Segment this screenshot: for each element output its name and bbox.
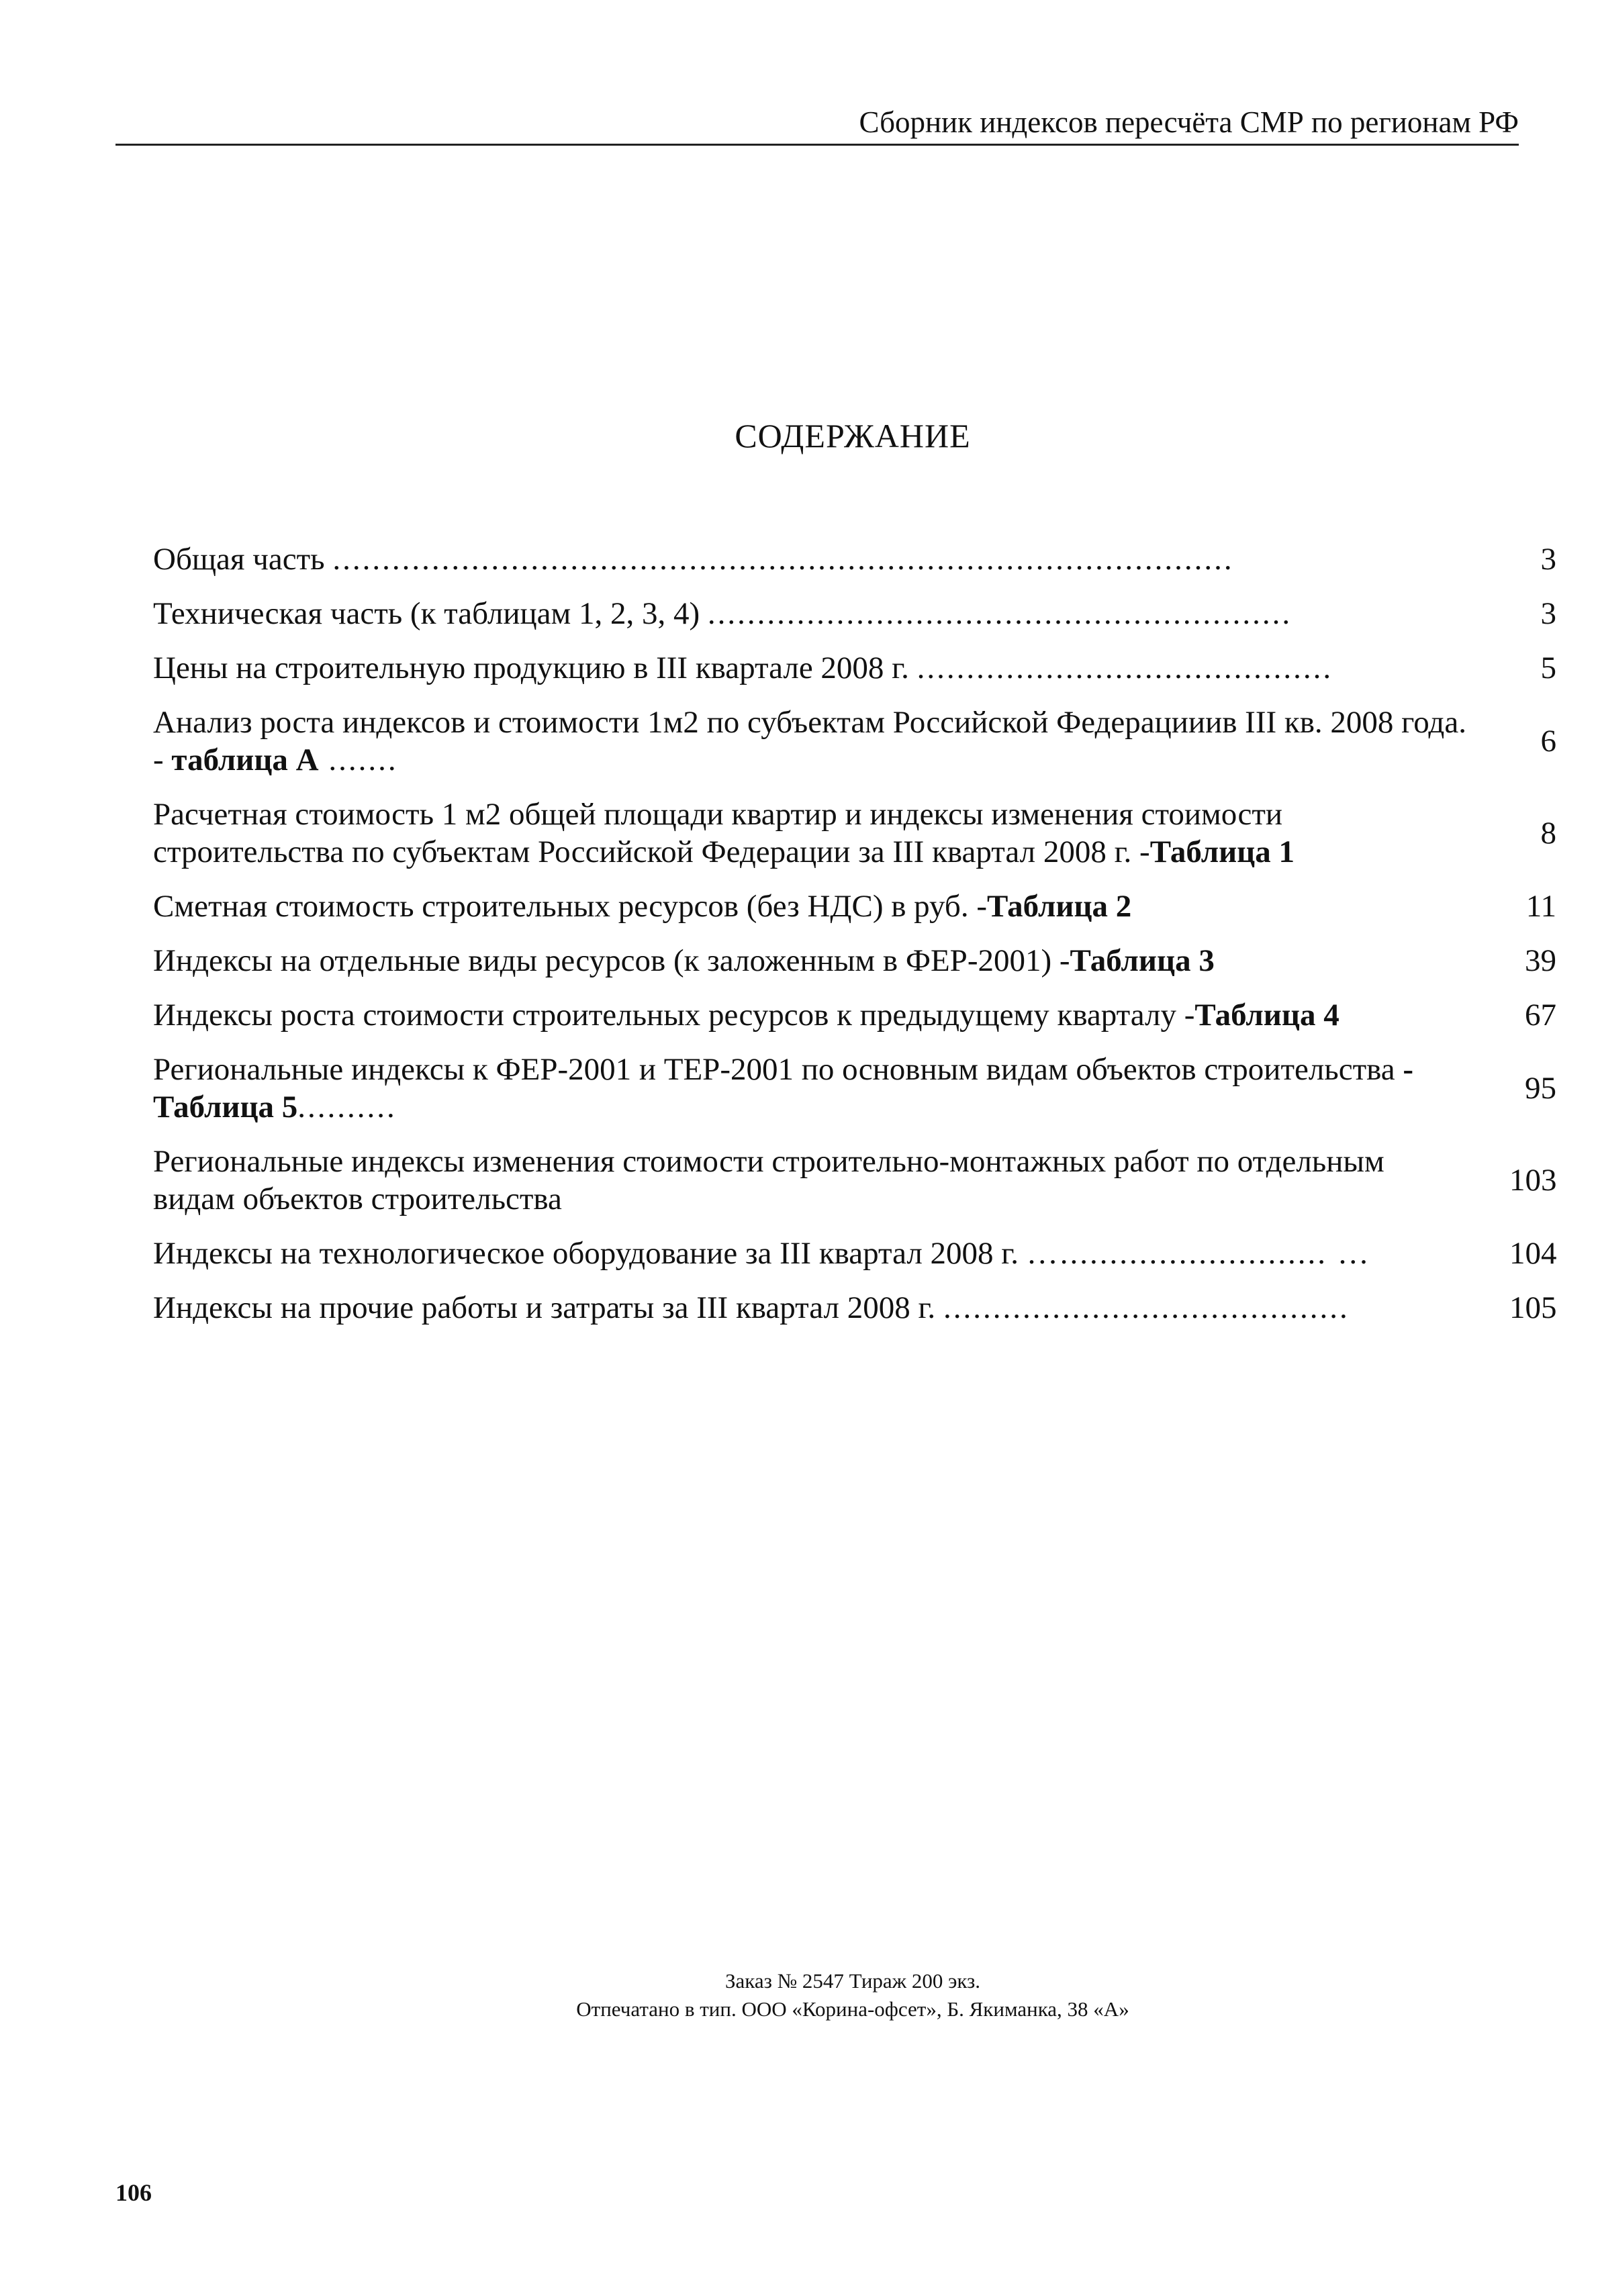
toc-item-text: Индексы на технологическое оборудование за III квартал 2008 г. xyxy=(153,1236,1019,1271)
toc-item xyxy=(153,1289,1556,1327)
toc-page-number: 39 xyxy=(1525,943,1556,978)
toc-item-text: Расчетная стоимость 1 м2 общей площади квартир и индексы изменения стоимости строительства по субъектам Российской Федерации за III квартал 2008 г. - xyxy=(153,797,1283,869)
toc-item-text: Индексы роста стоимости строительных ресурсов к предыдущему кварталу - xyxy=(153,998,1195,1033)
page-title: СОДЕРЖАНИЕ xyxy=(735,417,971,455)
toc-page-number: 95 xyxy=(1525,1071,1556,1106)
toc-item-text: Индексы на отдельные виды ресурсов (к заложенным в ФЕР-2001) - xyxy=(153,943,1070,978)
toc-item-table-ref: Таблица 3 xyxy=(1070,943,1215,978)
toc-page-number: 6 xyxy=(1540,724,1556,759)
table-of-contents xyxy=(153,540,1556,1343)
toc-item xyxy=(153,595,1556,632)
toc-item-table-ref: - Таблица 5 xyxy=(153,1052,1413,1125)
toc-leader-dots: ......................................... xyxy=(943,1290,1350,1325)
toc-item-table-ref: Таблица 1 xyxy=(1149,834,1295,869)
imprint-order: Заказ № 2547 Тираж 200 экз. xyxy=(724,1969,981,1993)
toc-page-number: 105 xyxy=(1509,1290,1557,1325)
toc-item xyxy=(153,1051,1556,1126)
toc-item-text: Общая часть xyxy=(153,542,325,577)
imprint-printer: Отпечатано в тип. ООО «Корина-офсет», Б. Якиманка, 38 «А» xyxy=(576,1997,1129,2021)
toc-item-table-ref: Таблица 2 xyxy=(987,889,1132,924)
toc-item xyxy=(153,649,1556,687)
toc-item-text: Анализ роста индексов и стоимости 1м2 по субъектам Российской Федерацииив III кв. 2008 года. - xyxy=(153,705,1466,777)
toc-item-text: Индексы на прочие работы и затраты за III квартал 2008 г. xyxy=(153,1290,936,1325)
toc-item-text: Региональные индексы изменения стоимости строительно-монтажных работ по отдельным видам объектов строительства xyxy=(153,1144,1384,1216)
toc-item xyxy=(153,1235,1556,1272)
toc-item xyxy=(153,1143,1556,1218)
toc-item xyxy=(153,540,1556,578)
toc-item-text: Региональные индексы к ФЕР-2001 и ТЕР-2001 по основным видам объектов строительства xyxy=(153,1052,1403,1087)
toc-page-number: 11 xyxy=(1525,889,1556,924)
toc-leader-dots: ....... xyxy=(318,743,398,777)
toc-item xyxy=(153,942,1556,979)
toc-page-number: 67 xyxy=(1525,998,1556,1033)
toc-leader-dots: ........................................................... xyxy=(707,596,1292,631)
toc-leader-dots: .......... xyxy=(297,1090,397,1125)
imprint xyxy=(0,1967,1598,2023)
toc-page-number: 104 xyxy=(1509,1236,1557,1271)
toc-item xyxy=(153,888,1556,925)
page-number: 106 xyxy=(115,2179,152,2206)
toc-item xyxy=(153,796,1556,871)
toc-item-text: Сметная стоимость строительных ресурсов (без НДС) в руб. - xyxy=(153,889,987,924)
toc-leader-dots: .......................................... xyxy=(916,651,1333,685)
toc-item-text: Техническая часть (к таблицам 1, 2, 3, 4) xyxy=(153,596,700,631)
toc-leader-dots: …........................... … xyxy=(1026,1236,1371,1271)
toc-item-text: Цены на строительную продукцию в III квартале 2008 г. xyxy=(153,651,909,685)
toc-item-table-ref: Таблица 4 xyxy=(1194,998,1340,1033)
toc-page-number: 8 xyxy=(1540,816,1556,851)
toc-item xyxy=(153,996,1556,1034)
running-header: Сборник индексов пересчёта СМР по регионам РФ xyxy=(115,101,1519,146)
toc-page-number: 3 xyxy=(1540,542,1556,577)
toc-item xyxy=(153,704,1556,779)
toc-page-number: 3 xyxy=(1540,596,1556,631)
toc-page-number: 5 xyxy=(1540,651,1556,685)
toc-item-table-ref: таблица А xyxy=(171,743,319,777)
toc-page-number: 103 xyxy=(1509,1163,1557,1198)
toc-leader-dots: ........................................................................................... xyxy=(332,542,1234,577)
